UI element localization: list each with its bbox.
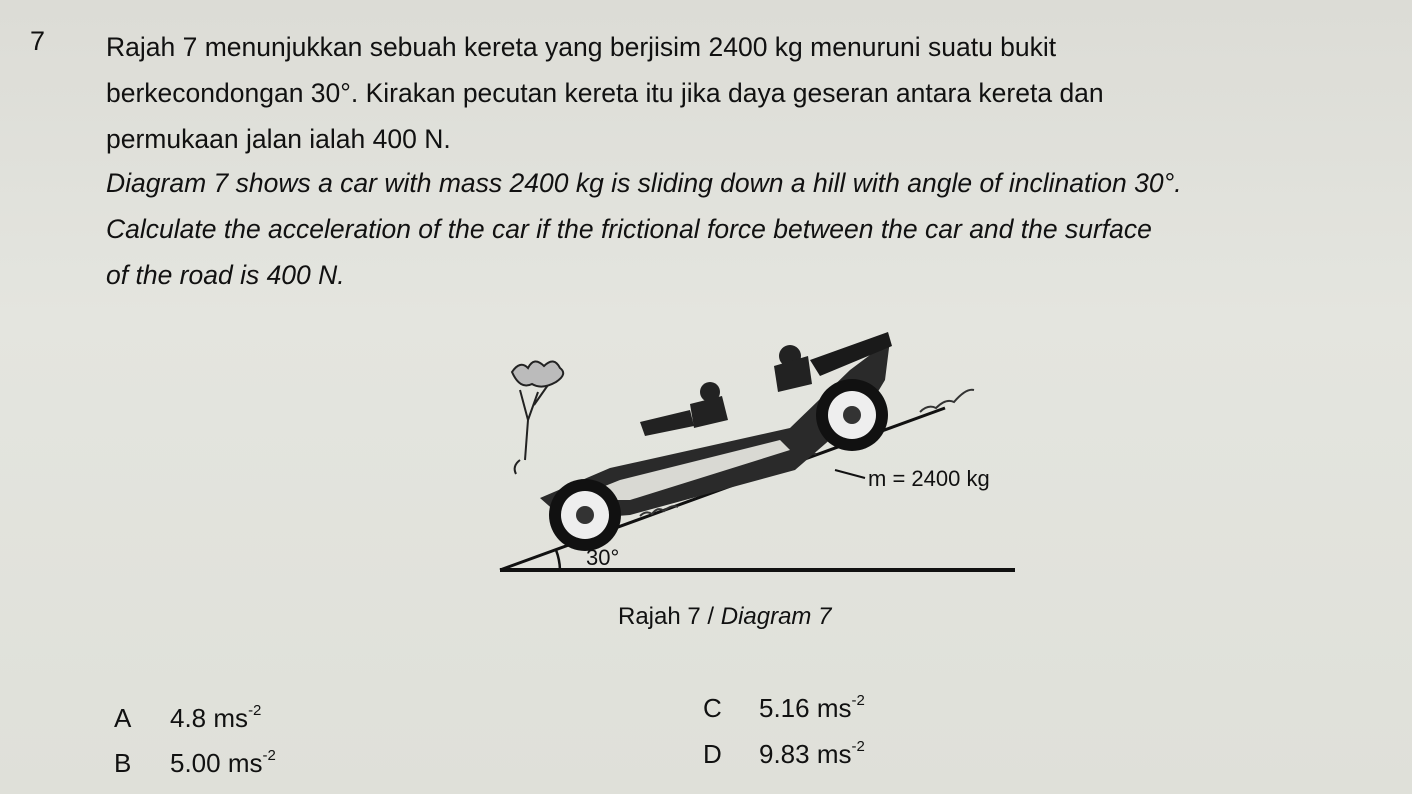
angle-label: 30° [586, 545, 620, 570]
option-c-letter: C [703, 693, 722, 723]
option-a-unit: ms [213, 703, 249, 733]
option-b-exp: -2 [262, 747, 276, 764]
option-d-unit: ms [816, 739, 852, 769]
option-a[interactable] [114, 702, 261, 734]
option-a-exp: -2 [248, 702, 262, 719]
question-text-english [106, 160, 1396, 298]
driver-figure [640, 382, 728, 436]
question-number: 7 [30, 26, 46, 56]
option-b-unit: ms [227, 748, 263, 778]
malay-line-3: permukaan jalan ialah 400 N. [106, 124, 451, 154]
mass-pointer-line [835, 470, 865, 478]
option-a-letter: A [114, 703, 132, 733]
caption-english: Diagram 7 [720, 603, 832, 630]
mass-label: m = 2400 kg [868, 466, 990, 491]
english-line-1: Diagram 7 shows a car with mass 2400 kg is sliding down a hill with angle of inclination 30°. [106, 168, 1182, 198]
option-a-value: 4.8 [170, 703, 207, 733]
angle-arc [556, 550, 560, 570]
car-on-incline-diagram [490, 310, 1050, 590]
caption-malay: Rajah 7 / [618, 603, 721, 630]
front-wheel [816, 379, 888, 451]
option-b[interactable] [114, 747, 276, 779]
option-c-unit: ms [816, 693, 852, 723]
passenger-figure [774, 345, 812, 392]
malay-line-1: Rajah 7 menunjukkan sebuah kereta yang berjisim 2400 kg menuruni suatu bukit [106, 32, 1057, 62]
option-d-letter: D [703, 739, 722, 769]
diagram-caption [618, 603, 831, 631]
option-b-letter: B [114, 748, 132, 778]
tree-icon [512, 361, 563, 474]
option-c[interactable] [703, 692, 865, 724]
question-text-malay [106, 24, 1396, 162]
option-d-value: 9.83 [759, 739, 810, 769]
option-d[interactable] [703, 738, 865, 770]
option-d-exp: -2 [851, 738, 865, 755]
english-line-2: Calculate the acceleration of the car if the frictional force between the car and the surface [106, 214, 1152, 244]
rear-wheel [549, 479, 621, 551]
option-b-value: 5.00 [170, 748, 221, 778]
option-c-value: 5.16 [759, 693, 810, 723]
english-line-3: of the road is 400 N. [106, 260, 345, 290]
malay-line-2: berkecondongan 30°. Kirakan pecutan kereta itu jika daya geseran antara kereta dan [106, 78, 1104, 108]
option-c-exp: -2 [851, 692, 865, 709]
